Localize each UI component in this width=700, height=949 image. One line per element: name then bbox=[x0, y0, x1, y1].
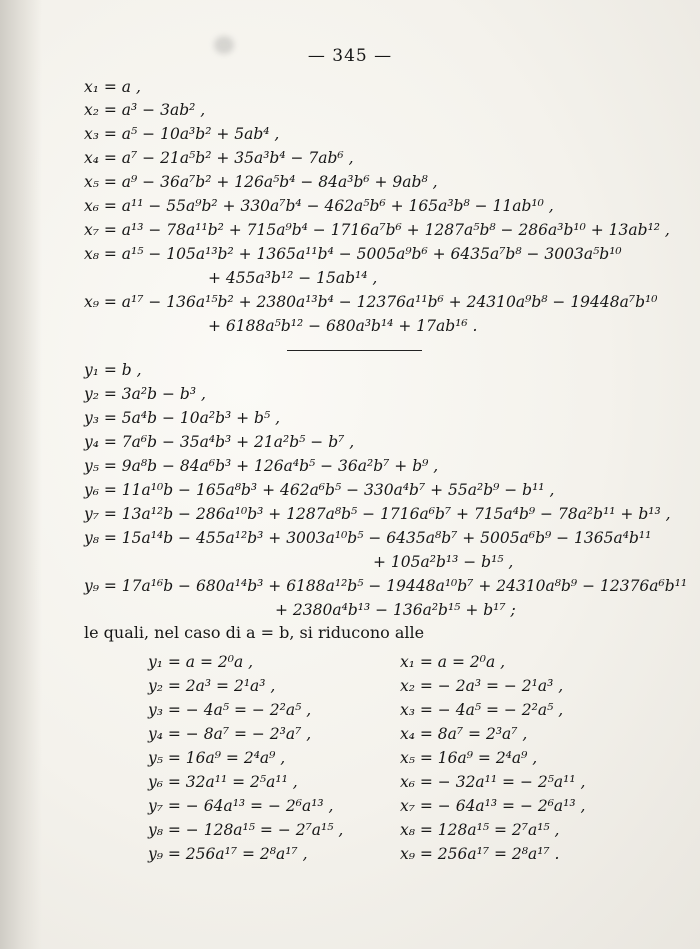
equation-x7: x₇ = a¹³ − 78a¹¹b² + 715a⁹b⁴ − 1716a⁷b⁶ + 1287a⁵b⁸ − 286a³b¹⁰ + 13ab¹² , bbox=[84, 221, 670, 239]
equation-x1: x₁ = a , bbox=[84, 78, 141, 96]
reduced-y4: y₄ = − 8a⁷ = − 2³a⁷ , bbox=[148, 725, 312, 743]
reduced-x6: x₆ = − 32a¹¹ = − 2⁵a¹¹ , bbox=[400, 773, 586, 791]
equation-y6: y₆ = 11a¹⁰b − 165a⁸b³ + 462a⁶b⁵ − 330a⁴b⁷ + 55a²b⁹ − b¹¹ , bbox=[84, 481, 555, 499]
body-text: le quali, nel caso di a = b, si riducono alle bbox=[84, 623, 425, 642]
section-divider bbox=[287, 350, 422, 351]
equation-x9-continuation: + 6188a⁵b¹² − 680a³b¹⁴ + 17ab¹⁶ . bbox=[208, 317, 478, 335]
reduced-y9: y₉ = 256a¹⁷ = 2⁸a¹⁷ , bbox=[148, 845, 308, 863]
book-spine-shadow bbox=[0, 0, 42, 949]
reduced-x8: x₈ = 128a¹⁵ = 2⁷a¹⁵ , bbox=[400, 821, 560, 839]
equation-x5: x₅ = a⁹ − 36a⁷b² + 126a⁵b⁴ − 84a³b⁶ + 9ab⁸ , bbox=[84, 173, 438, 191]
reduced-y6: y₆ = 32a¹¹ = 2⁵a¹¹ , bbox=[148, 773, 298, 791]
equation-y9-continuation: + 2380a⁴b¹³ − 136a²b¹⁵ + b¹⁷ ; bbox=[275, 601, 516, 619]
equation-x8-continuation: + 455a³b¹² − 15ab¹⁴ , bbox=[208, 269, 378, 287]
equation-y8: y₈ = 15a¹⁴b − 455a¹²b³ + 3003a¹⁰b⁵ − 6435a⁸b⁷ + 5005a⁶b⁹ − 1365a⁴b¹¹ bbox=[84, 529, 652, 547]
equation-y2: y₂ = 3a²b − b³ , bbox=[84, 385, 206, 403]
equation-x8: x₈ = a¹⁵ − 105a¹³b² + 1365a¹¹b⁴ − 5005a⁹b⁶ + 6435a⁷b⁸ − 3003a⁵b¹⁰ bbox=[84, 245, 622, 263]
page-number: — 345 — bbox=[307, 46, 393, 66]
reduced-y1: y₁ = a = 2⁰a , bbox=[148, 653, 254, 671]
equation-y4: y₄ = 7a⁶b − 35a⁴b³ + 21a²b⁵ − b⁷ , bbox=[84, 433, 355, 451]
equation-y3: y₃ = 5a⁴b − 10a²b³ + b⁵ , bbox=[84, 409, 281, 427]
reduced-x9: x₉ = 256a¹⁷ = 2⁸a¹⁷ . bbox=[400, 845, 560, 863]
reduced-x1: x₁ = a = 2⁰a , bbox=[400, 653, 506, 671]
equation-x2: x₂ = a³ − 3ab² , bbox=[84, 101, 206, 119]
reduced-x7: x₇ = − 64a¹³ = − 2⁶a¹³ , bbox=[400, 797, 586, 815]
equation-x3: x₃ = a⁵ − 10a³b² + 5ab⁴ , bbox=[84, 125, 280, 143]
reduced-y2: y₂ = 2a³ = 2¹a³ , bbox=[148, 677, 276, 695]
equation-x4: x₄ = a⁷ − 21a⁵b² + 35a³b⁴ − 7ab⁶ , bbox=[84, 149, 354, 167]
reduced-y5: y₅ = 16a⁹ = 2⁴a⁹ , bbox=[148, 749, 286, 767]
reduced-x2: x₂ = − 2a³ = − 2¹a³ , bbox=[400, 677, 564, 695]
equation-y9: y₉ = 17a¹⁶b − 680a¹⁴b³ + 6188a¹²b⁵ − 19448a¹⁰b⁷ + 24310a⁸b⁹ − 12376a⁶b¹¹ bbox=[84, 577, 688, 595]
reduced-x5: x₅ = 16a⁹ = 2⁴a⁹ , bbox=[400, 749, 538, 767]
equation-x6: x₆ = a¹¹ − 55a⁹b² + 330a⁷b⁴ − 462a⁵b⁶ + 165a³b⁸ − 11ab¹⁰ , bbox=[84, 197, 554, 215]
equation-y7: y₇ = 13a¹²b − 286a¹⁰b³ + 1287a⁸b⁵ − 1716a⁶b⁷ + 715a⁴b⁹ − 78a²b¹¹ + b¹³ , bbox=[84, 505, 671, 523]
equation-x9: x₉ = a¹⁷ − 136a¹⁵b² + 2380a¹³b⁴ − 12376a¹¹b⁶ + 24310a⁹b⁸ − 19448a⁷b¹⁰ bbox=[84, 293, 658, 311]
equation-y5: y₅ = 9a⁸b − 84a⁶b³ + 126a⁴b⁵ − 36a²b⁷ + b⁹ , bbox=[84, 457, 439, 475]
equation-y8-continuation: + 105a²b¹³ − b¹⁵ , bbox=[373, 553, 514, 571]
reduced-x4: x₄ = 8a⁷ = 2³a⁷ , bbox=[400, 725, 528, 743]
reduced-y3: y₃ = − 4a⁵ = − 2²a⁵ , bbox=[148, 701, 312, 719]
reduced-y8: y₈ = − 128a¹⁵ = − 2⁷a¹⁵ , bbox=[148, 821, 344, 839]
reduced-y7: y₇ = − 64a¹³ = − 2⁶a¹³ , bbox=[148, 797, 334, 815]
equation-y1: y₁ = b , bbox=[84, 361, 142, 379]
reduced-x3: x₃ = − 4a⁵ = − 2²a⁵ , bbox=[400, 701, 564, 719]
